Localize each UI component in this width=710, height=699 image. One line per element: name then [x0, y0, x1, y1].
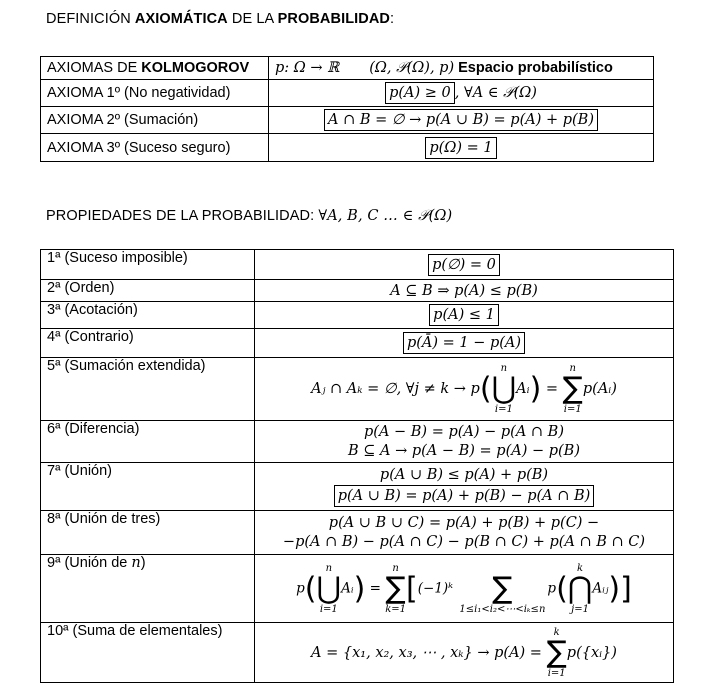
axioms-header-label — [41, 57, 269, 80]
index-sum-lower-limit: 1≤i₁<i₂<⋯<iₖ≤n — [459, 603, 546, 615]
page-title — [46, 11, 394, 27]
union-lower-limit: i=1 — [494, 404, 513, 415]
axiom-3-label: AXIOMA 3º (Suceso seguro) — [41, 134, 269, 162]
big-union-symbol: n ⋃ i=1 — [491, 363, 517, 415]
probability-map: p: Ω → ℝ — [275, 60, 340, 76]
sum-lower-limit: k=1 — [385, 603, 407, 615]
property-8-formula — [255, 511, 674, 555]
property-7-label: 7ª (Unión) — [41, 463, 255, 511]
probability-space-label: Espacio probabilístico — [458, 60, 613, 76]
intersection-upper-limit: k — [577, 562, 584, 574]
title-bold-1: AXIOMÁTICA — [134, 11, 228, 27]
property-row — [41, 302, 674, 329]
properties-title — [46, 208, 452, 224]
property-2-label: 2ª (Orden) — [41, 280, 255, 302]
axiom-1-label: AXIOMA 1º (No negatividad) — [41, 80, 269, 107]
property-5-pre: Aⱼ ∩ Aₖ = ∅, ∀j ≠ k → p — [311, 381, 480, 397]
property-4-label: 4ª (Contrario) — [41, 329, 255, 358]
property-3-formula — [255, 302, 674, 329]
property-9-pre: p — [296, 580, 305, 596]
property-5-label: 5ª (Sumación extendida) — [41, 358, 255, 421]
axiom-2-label: AXIOMA 2º (Sumación) — [41, 107, 269, 134]
property-6-formula — [255, 421, 674, 463]
property-row — [41, 250, 674, 280]
property-1-formula — [255, 250, 674, 280]
property-7-boxed: p(A ∪ B) = p(A) + p(B) − p(A ∩ B) — [334, 485, 595, 507]
axioms-header-plain: AXIOMAS DE — [47, 60, 142, 76]
property-9-inner-2: Aᵢⱼ — [592, 580, 609, 596]
property-row — [41, 421, 674, 463]
property-9-inner: Aᵢ — [341, 580, 354, 596]
axioms-header-formula — [269, 57, 654, 80]
axiom-1-extra: , ∀A ∈ 𝒫(Ω) — [454, 85, 537, 101]
title-mid: DE LA — [227, 11, 278, 27]
sum-symbol: n ∑ i=1 — [562, 363, 583, 415]
property-2-formula: A ⊆ B ⇒ p(A) ≤ p(B) — [255, 280, 674, 302]
index-sum-symbol: ∑ 1≤i₁<i₂<⋯<iₖ≤n — [459, 570, 546, 615]
property-6-line-1: p(A − B) = p(A) − p(A ∩ B) — [364, 423, 564, 440]
property-10-label: 10ª (Suma de elementales) — [41, 623, 255, 683]
union-upper-limit: n — [325, 562, 333, 574]
intersection-lower-limit: j=1 — [571, 603, 589, 615]
sum-lower-limit: i=1 — [563, 404, 582, 415]
axiom-1-boxed: p(A) ≥ 0 — [385, 82, 455, 104]
property-8-line-2: −p(A ∩ B) − p(A ∩ C) − p(B ∩ C) + p(A ∩ B ∩ C) — [282, 533, 646, 550]
property-9-formula: p(n ⋃ i=1Aᵢ) = n ∑ k=1[(−1)ᵏ ∑ 1≤i₁<i₂<⋯<iₖ≤np(k ⋂ j=1Aᵢⱼ)] — [255, 555, 674, 623]
sum-symbol: n ∑ k=1 — [385, 562, 407, 615]
property-5-formula: Aⱼ ∩ Aₖ = ∅, ∀j ≠ k → p(n ⋃ i=1Aᵢ) = n ∑ i=1p(Aᵢ) — [255, 358, 674, 421]
property-5-equals: = — [545, 381, 559, 397]
big-intersection-symbol: k ⋂ j=1 — [567, 562, 593, 615]
axiom-row — [41, 134, 654, 162]
property-9-sign: (−1)ᵏ — [417, 580, 454, 596]
sum-lower-limit: i=1 — [547, 667, 566, 679]
title-plain: DEFINICIÓN — [46, 11, 135, 27]
property-9-label-math: n — [131, 555, 141, 571]
axioms-table — [40, 56, 654, 162]
property-1-label: 1ª (Suceso imposible) — [41, 250, 255, 280]
sum-upper-limit: k — [553, 626, 560, 638]
axiom-2-formula — [269, 107, 654, 134]
property-7-line-1: p(A ∪ B) ≤ p(A) + p(B) — [379, 467, 549, 483]
property-9-label-plain: 9ª (Unión de — [47, 555, 132, 571]
axioms-header-bold: KOLMOGOROV — [141, 60, 250, 76]
property-10-formula — [255, 623, 674, 683]
property-10-pre: A = {x₁, x₂, x₃, ⋯ , xₖ} → p(A) = — [311, 644, 542, 661]
union-upper-limit: n — [500, 363, 508, 374]
property-7-formula — [255, 463, 674, 511]
axiom-2-boxed: A ∩ B = ∅ → p(A ∪ B) = p(A) + p(B) — [324, 109, 598, 131]
sum-symbol: k ∑ i=1 — [546, 626, 567, 679]
property-6-line-2: B ⊆ A → p(A − B) = p(A) − p(B) — [347, 442, 580, 459]
property-8-line-1: p(A ∪ B ∪ C) = p(A) + p(B) + p(C) − — [328, 514, 600, 531]
title-end: : — [390, 11, 395, 27]
properties-title-text: PROPIEDADES DE LA PROBABILIDAD: — [46, 208, 319, 224]
property-1-boxed: p(∅) = 0 — [428, 254, 500, 276]
property-row — [41, 511, 674, 555]
property-6-label: 6ª (Diferencia) — [41, 421, 255, 463]
property-row — [41, 555, 674, 623]
property-4-boxed: p(Ā) = 1 − p(A) — [403, 332, 525, 354]
axiom-3-boxed: p(Ω) = 1 — [425, 137, 496, 159]
properties-table — [40, 249, 674, 683]
probability-space: (Ω, 𝒫(Ω), p) — [369, 60, 455, 76]
property-row — [41, 358, 674, 421]
property-row — [41, 623, 674, 683]
union-lower-limit: i=1 — [319, 603, 338, 615]
sum-upper-limit: n — [569, 363, 576, 374]
property-row — [41, 280, 674, 302]
property-9-equals: = — [369, 580, 381, 596]
axiom-1-formula — [269, 80, 654, 107]
property-4-formula — [255, 329, 674, 358]
property-5-inner: Aᵢ — [516, 381, 530, 397]
big-union-symbol: n ⋃ i=1 — [316, 562, 342, 615]
property-3-boxed: p(A) ≤ 1 — [429, 304, 499, 326]
axioms-header-row — [41, 57, 654, 80]
axiom-3-formula — [269, 134, 654, 162]
property-row — [41, 463, 674, 511]
title-bold-2: PROBABILIDAD — [277, 11, 391, 27]
property-5-post: p(Aᵢ) — [582, 381, 617, 397]
property-8-label: 8ª (Unión de tres) — [41, 511, 255, 555]
property-row — [41, 329, 674, 358]
property-9-label-end: ) — [140, 555, 146, 571]
property-3-label: 3ª (Acotación) — [41, 302, 255, 329]
properties-title-math: ∀A, B, C … ∈ 𝒫(Ω) — [318, 208, 453, 224]
axiom-row — [41, 107, 654, 134]
sum-upper-limit: n — [392, 562, 399, 574]
axiom-row — [41, 80, 654, 107]
property-9-label — [41, 555, 255, 623]
property-10-post: p({xᵢ}) — [566, 644, 617, 661]
